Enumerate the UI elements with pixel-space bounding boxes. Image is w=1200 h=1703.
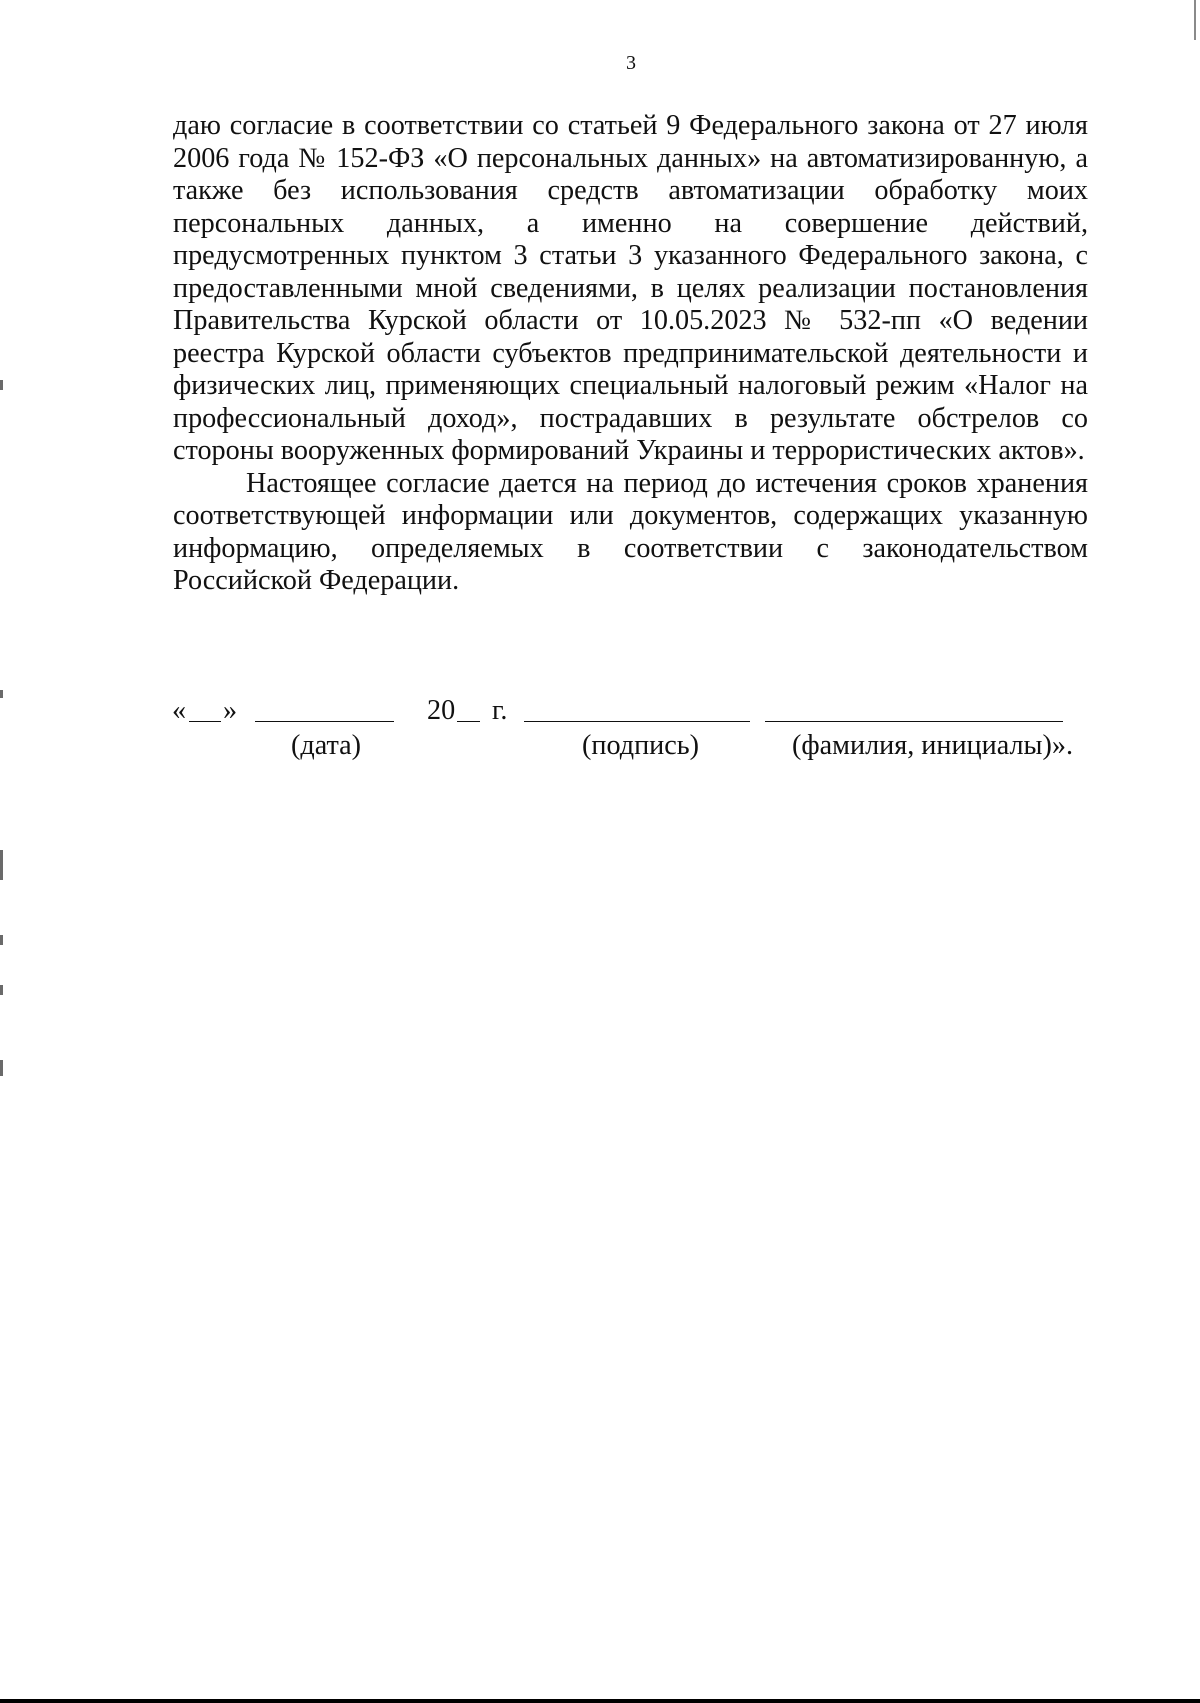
caption-name: (фамилия, инициалы)». — [792, 730, 1074, 761]
year-blank — [457, 721, 480, 722]
scan-margin-mark — [0, 985, 3, 995]
page-number: 3 — [626, 52, 636, 74]
name-blank — [765, 721, 1063, 722]
scan-bottom-edge — [0, 1699, 1200, 1703]
scan-margin-mark — [0, 690, 3, 698]
scan-margin-mark — [0, 850, 3, 880]
paragraph-consent: даю согласие в соответствии со статьей 9 Федерального закона от 27 июля 2006 года № 152-ФЗ «О персональных данных» на автоматизированную, а также без использования средств автоматизации обработку моих персональных данных, а именно на совершение действий, предусмотренных пунктом 3 статьи 3 указанного Федерального закона, с предоставленными мной сведениями, в целях реализации постановления Правительства Курской области от 10.05.2023 № 532-пп «О ведении реестра Курской области субъектов предпринимательской деятельности и физических лиц, применяющих специальный налоговый режим «Налог на профессиональный доход», пострадавших в результате обстрелов со стороны вооруженных формирований Украины и террористических актов». — [173, 110, 1088, 466]
caption-date: (дата) — [291, 730, 362, 761]
year-prefix: 20 — [427, 695, 456, 726]
signature-line — [172, 693, 1092, 729]
quote-open: « — [172, 695, 187, 726]
signature-blank — [524, 721, 750, 722]
scan-margin-mark — [0, 380, 3, 390]
day-blank — [189, 721, 221, 722]
month-blank — [255, 721, 394, 722]
year-suffix: г. — [492, 695, 508, 726]
scan-edge-line — [1194, 0, 1196, 40]
scan-margin-mark — [0, 935, 3, 945]
paragraph-period: Настоящее согласие дается на период до истечения сроков хранения соответствующей информации или документов, содержащих указанную информацию, определяемых в соответствии с законодательством Российской Федерации. — [173, 467, 1088, 596]
scan-margin-mark — [0, 1060, 3, 1076]
quote-close: » — [223, 695, 238, 726]
caption-signature: (подпись) — [582, 730, 700, 761]
document-body — [173, 110, 1088, 598]
